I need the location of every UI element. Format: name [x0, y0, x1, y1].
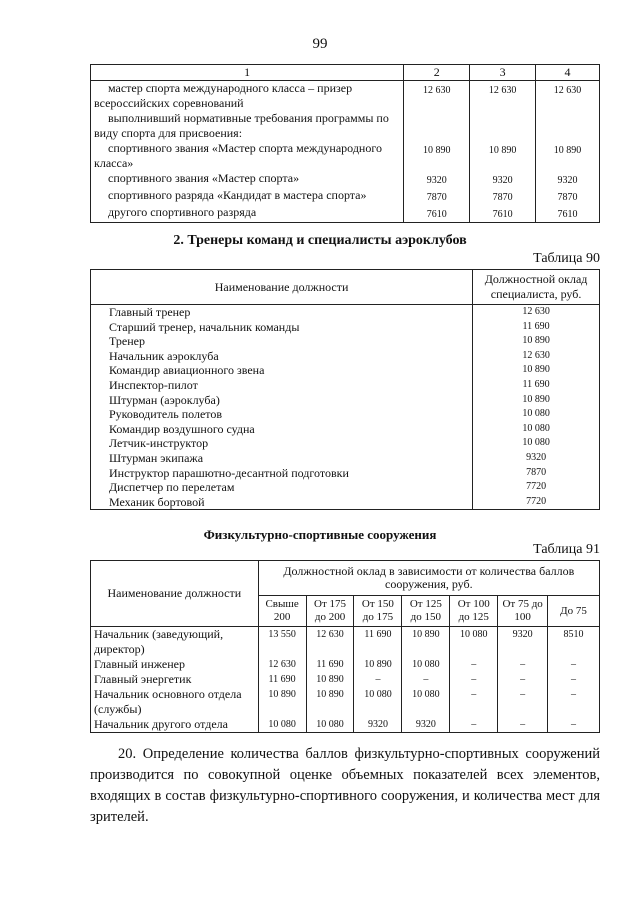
- page-number: 99: [312, 36, 328, 52]
- column-subheader: От 75 до 100: [498, 596, 548, 627]
- position-name: Командир воздушного судна: [91, 422, 473, 437]
- cell-value: 7610: [470, 205, 536, 223]
- salary-value: –: [498, 657, 548, 672]
- cell-value: 12 630: [470, 81, 536, 112]
- position-name: Диспетчер по перелетам: [91, 480, 473, 495]
- cell-value: 9320: [470, 171, 536, 188]
- cell-value: 7870: [470, 188, 536, 205]
- table-row: [91, 657, 600, 672]
- table-row: [91, 466, 600, 481]
- salary-value: 9320: [498, 627, 548, 658]
- continued-table: [90, 64, 600, 223]
- table-row: [91, 205, 600, 223]
- position-name: Начальник (заведующий, директор): [91, 627, 259, 658]
- column-subheader: От 125 до 150: [402, 596, 450, 627]
- salary-value: –: [450, 687, 498, 717]
- salary-value: –: [548, 717, 600, 733]
- cell-value: [404, 111, 470, 141]
- table-row: [91, 717, 600, 733]
- cell-value: 12 630: [404, 81, 470, 112]
- position-name: Тренер: [91, 334, 473, 349]
- column-header: 1: [91, 65, 404, 81]
- table-header-row: [91, 270, 600, 305]
- position-name: Начальник другого отдела: [91, 717, 259, 733]
- table-row: [91, 393, 600, 408]
- cell-value: [536, 111, 600, 141]
- table-row: [91, 495, 600, 510]
- salary-value: 10 890: [258, 687, 306, 717]
- cell-value: 7610: [536, 205, 600, 223]
- salary-value: 10 080: [473, 436, 600, 451]
- table-header-row: [91, 65, 600, 81]
- table-row: [91, 305, 600, 320]
- salary-value: 10 080: [473, 422, 600, 437]
- column-header: Должностной оклад специалиста, руб.: [473, 270, 600, 305]
- cell-value: 9320: [536, 171, 600, 188]
- column-subheader: Свыше 200: [258, 596, 306, 627]
- position-name: Летчик-инструктор: [91, 436, 473, 451]
- table-row: [91, 81, 600, 112]
- salary-value: 12 630: [473, 305, 600, 320]
- section-title: 2. Тренеры команд и специалисты аэроклубов: [173, 233, 467, 248]
- table-row: [91, 422, 600, 437]
- table-label: Таблица 90: [533, 251, 600, 266]
- paragraph: [90, 744, 600, 828]
- row-name: спортивного звания «Мастер спорта международного класса»: [91, 141, 404, 171]
- cell-value: 9320: [404, 171, 470, 188]
- salary-value: –: [450, 657, 498, 672]
- salary-value: –: [450, 672, 498, 687]
- salary-value: 11 690: [473, 320, 600, 335]
- cell-value: 7870: [536, 188, 600, 205]
- salary-value: 7720: [473, 480, 600, 495]
- row-name: мастер спорта международного класса – призер всероссийских соревнований: [91, 81, 404, 112]
- position-name: Главный инженер: [91, 657, 259, 672]
- cell-value: 10 890: [470, 141, 536, 171]
- salary-value: 12 630: [473, 349, 600, 364]
- salary-value: 9320: [402, 717, 450, 733]
- salary-value: 10 890: [473, 363, 600, 378]
- salary-value: –: [498, 687, 548, 717]
- salary-value: 8510: [548, 627, 600, 658]
- table-row: [91, 334, 600, 349]
- salary-value: 11 690: [258, 672, 306, 687]
- position-name: Руководитель полетов: [91, 407, 473, 422]
- position-name: Главный энергетик: [91, 672, 259, 687]
- salary-value: 11 690: [306, 657, 354, 672]
- salary-value: 10 080: [402, 687, 450, 717]
- position-name: Начальник аэроклуба: [91, 349, 473, 364]
- salary-value: 10 890: [473, 393, 600, 408]
- column-subheader: От 175 до 200: [306, 596, 354, 627]
- salary-value: 10 890: [473, 334, 600, 349]
- position-name: Механик бортовой: [91, 495, 473, 510]
- table-row: [91, 627, 600, 658]
- salary-value: –: [498, 672, 548, 687]
- table-label: Таблица 91: [533, 542, 600, 557]
- column-header: Наименование должности: [91, 561, 259, 627]
- salary-value: 10 080: [306, 717, 354, 733]
- position-name: Штурман (аэроклуба): [91, 393, 473, 408]
- salary-value: 7870: [473, 466, 600, 481]
- table-row: [91, 672, 600, 687]
- salary-value: –: [548, 687, 600, 717]
- column-subheader: От 100 до 125: [450, 596, 498, 627]
- column-header: 3: [470, 65, 536, 81]
- column-subheader: От 150 до 175: [354, 596, 402, 627]
- position-name: Начальник основного отдела (службы): [91, 687, 259, 717]
- position-name: Штурман экипажа: [91, 451, 473, 466]
- column-header: Наименование должности: [91, 270, 473, 305]
- salary-value: –: [548, 657, 600, 672]
- table-row: [91, 349, 600, 364]
- table-row: [91, 451, 600, 466]
- table-row: [91, 188, 600, 205]
- salary-value: 10 080: [402, 657, 450, 672]
- salary-value: 10 890: [306, 672, 354, 687]
- cell-value: 7870: [404, 188, 470, 205]
- salary-value: 10 080: [450, 627, 498, 658]
- row-name: спортивного звания «Мастер спорта»: [91, 171, 404, 188]
- salary-value: 11 690: [473, 378, 600, 393]
- salary-value: 10 080: [354, 687, 402, 717]
- salary-value: –: [548, 672, 600, 687]
- salary-value: 10 890: [354, 657, 402, 672]
- salary-value: –: [498, 717, 548, 733]
- row-name: выполнивший нормативные требования программы по виду спорта для присвоения:: [91, 111, 404, 141]
- row-name: другого спортивного разряда: [91, 205, 404, 223]
- table-90: [90, 269, 600, 510]
- column-header: 2: [404, 65, 470, 81]
- cell-value: 12 630: [536, 81, 600, 112]
- table-row: [91, 320, 600, 335]
- table-row: [91, 363, 600, 378]
- cell-value: 10 890: [404, 141, 470, 171]
- table-row: [91, 407, 600, 422]
- salary-value: 13 550: [258, 627, 306, 658]
- table-row: [91, 378, 600, 393]
- salary-value: 10 080: [473, 407, 600, 422]
- table-row: [91, 171, 600, 188]
- salary-value: –: [402, 672, 450, 687]
- salary-value: 9320: [354, 717, 402, 733]
- column-header: 4: [536, 65, 600, 81]
- paragraph-text: 20. Определение количества баллов физкультурно-спортивных сооружений производится по совокупной оценке объемных показателей всех элементов, входящих в состав физкультурно-спортивного сооружения, и количества мест для зрителей.: [90, 746, 600, 825]
- salary-value: 10 890: [402, 627, 450, 658]
- cell-value: 10 890: [536, 141, 600, 171]
- salary-value: –: [450, 717, 498, 733]
- salary-value: 11 690: [354, 627, 402, 658]
- position-name: Инструктор парашютно-десантной подготовки: [91, 466, 473, 481]
- row-name: спортивного разряда «Кандидат в мастера спорта»: [91, 188, 404, 205]
- column-group-header: Должностной оклад в зависимости от количества баллов сооружения, руб.: [258, 561, 599, 596]
- position-name: Главный тренер: [91, 305, 473, 320]
- salary-value: 10 080: [258, 717, 306, 733]
- table-row: [91, 436, 600, 451]
- section-title: Физкультурно-спортивные сооружения: [203, 527, 437, 542]
- table-row: [91, 141, 600, 171]
- table-header-row: [91, 561, 600, 596]
- cell-value: 7610: [404, 205, 470, 223]
- salary-value: –: [354, 672, 402, 687]
- position-name: Старший тренер, начальник команды: [91, 320, 473, 335]
- salary-value: 10 890: [306, 687, 354, 717]
- salary-value: 7720: [473, 495, 600, 510]
- position-name: Инспектор-пилот: [91, 378, 473, 393]
- cell-value: [470, 111, 536, 141]
- position-name: Командир авиационного звена: [91, 363, 473, 378]
- salary-value: 12 630: [258, 657, 306, 672]
- table-row: [91, 480, 600, 495]
- table-91: [90, 560, 600, 733]
- table-row: [91, 111, 600, 141]
- salary-value: 12 630: [306, 627, 354, 658]
- column-subheader: До 75: [548, 596, 600, 627]
- table-row: [91, 687, 600, 717]
- salary-value: 9320: [473, 451, 600, 466]
